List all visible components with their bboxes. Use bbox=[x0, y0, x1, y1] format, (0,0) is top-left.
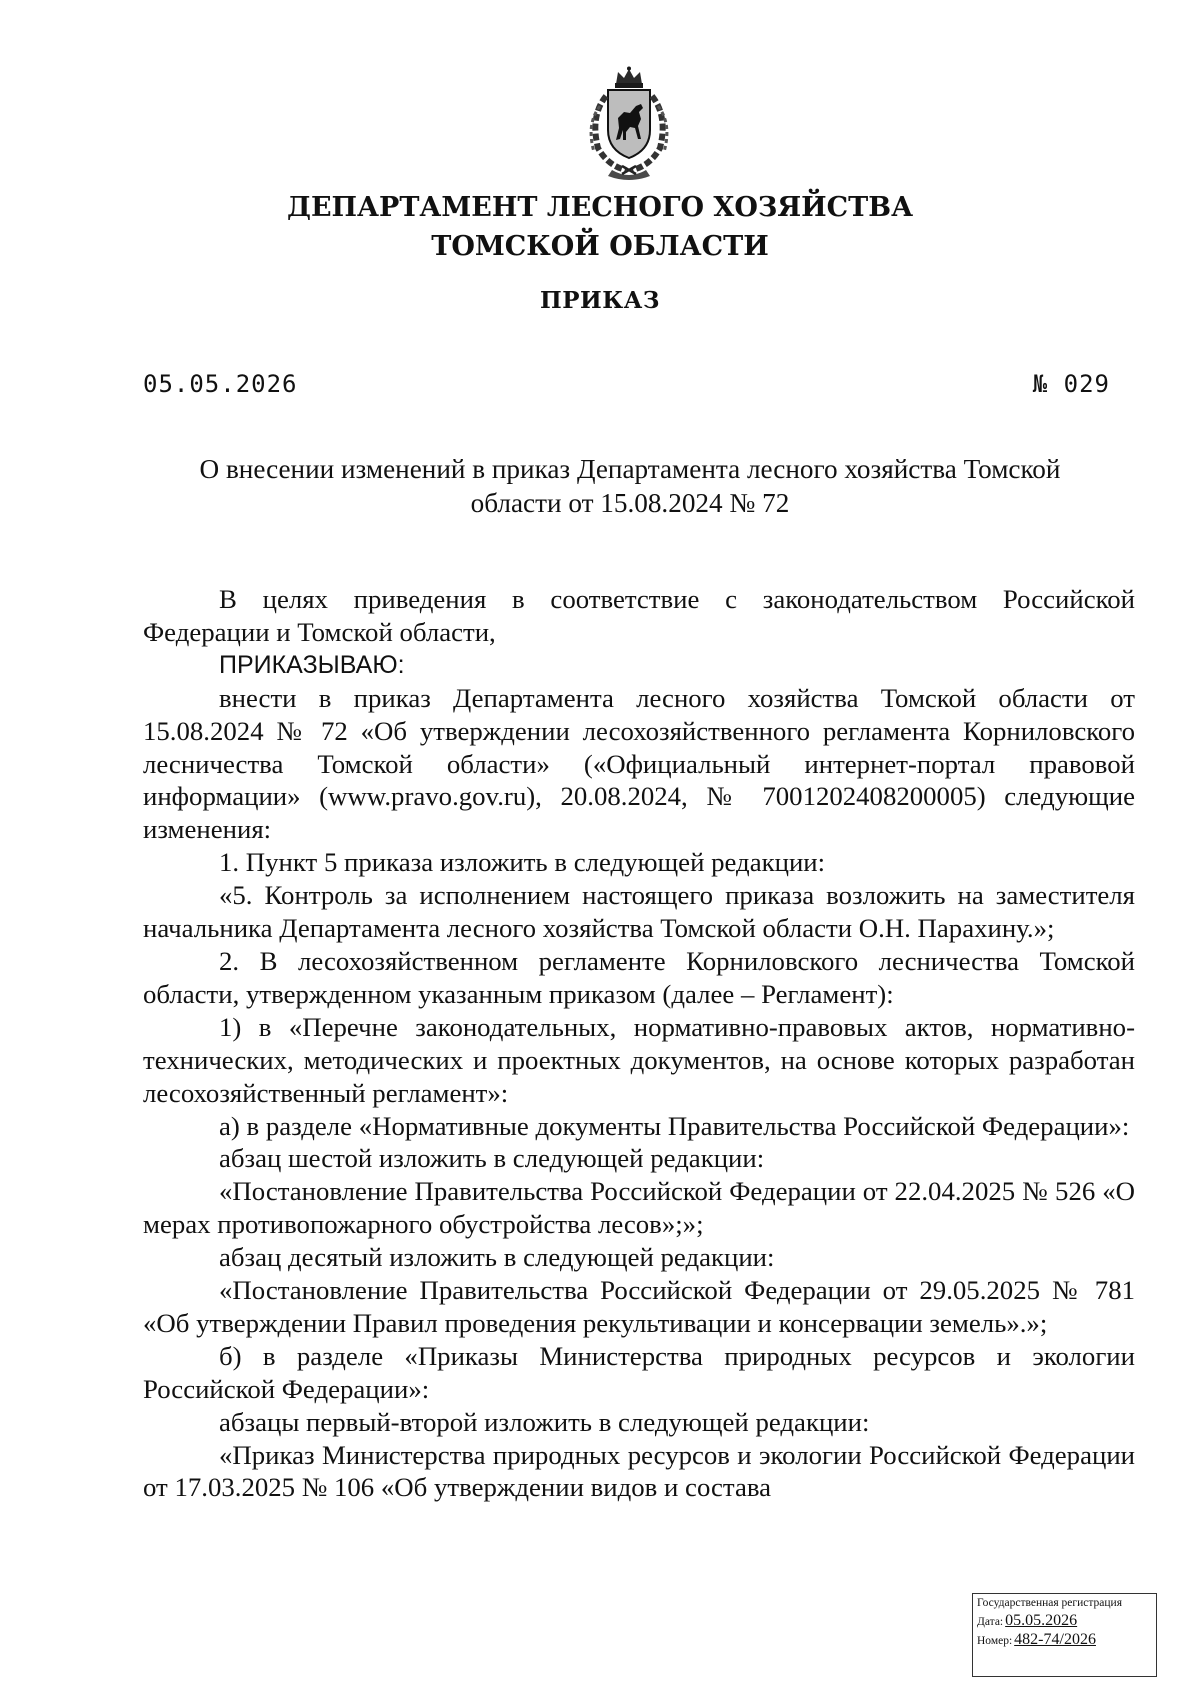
body-paragraph: 1) в «Перечне законодательных, нормативно-правовых актов, нормативно-технических, методических и проектных документов, на основе которых разработан лесохозяйственный регламент»: bbox=[143, 1011, 1135, 1108]
body-paragraph: «5. Контроль за исполнением настоящего приказа возложить на заместителя начальника Департамента лесного хозяйства Томской области О.Н. Парахину.»; bbox=[143, 880, 1135, 944]
organization-name-line1: ДЕПАРТАМЕНТ ЛЕСНОГО ХОЗЯЙСТВА bbox=[286, 192, 914, 223]
organization-name bbox=[0, 188, 1200, 266]
body-paragraph: 1. Пункт 5 приказа изложить в следующей редакции: bbox=[219, 847, 826, 878]
registration-number-value: 482-74/2026 bbox=[1014, 1631, 1096, 1648]
body-paragraph: внести в приказ Департамента лесного хозяйства Томской области от 15.08.2024 № 72 «Об утверждении лесохозяйственного регламента Корниловского лесничества Томской области» («Официальный интернет-портал правовой информации» (www.pravo.gov.ru), 20.08.2024, № 7001202408200005) следующие изменения: bbox=[143, 682, 1135, 845]
registration-stamp bbox=[972, 1593, 1157, 1677]
document-subject: О внесении изменений в приказ Департамента лесного хозяйства Томской области от 15.08.2024 № 72 bbox=[199, 454, 1061, 518]
body-paragraph-order-word: ПРИКАЗЫВАЮ: bbox=[219, 650, 405, 679]
body-paragraph: а) в разделе «Нормативные документы Правительства Российской Федерации»: bbox=[219, 1110, 1130, 1141]
body-paragraph: 2. В лесохозяйственном регламенте Корниловского лесничества Томской области, утвержденном указанным приказом (далее – Регламент): bbox=[143, 945, 1135, 1009]
body-paragraph: абзац шестой изложить в следующей редакции: bbox=[219, 1143, 765, 1174]
document-type-title: ПРИКАЗ bbox=[540, 287, 660, 314]
document-body bbox=[143, 583, 1135, 1504]
body-paragraph: абзацы первый-второй изложить в следующей редакции: bbox=[219, 1406, 870, 1437]
organization-name-line2: ТОМСКОЙ ОБЛАСТИ bbox=[431, 231, 769, 262]
registration-date-value: 05.05.2026 bbox=[1005, 1612, 1078, 1629]
body-paragraph: б) в разделе «Приказы Министерства природных ресурсов и экологии Российской Федерации»: bbox=[143, 1340, 1135, 1404]
registration-date-label: Дата: bbox=[977, 1616, 1004, 1628]
document-number: № 029 bbox=[1032, 370, 1110, 398]
body-paragraph: В целях приведения в соответствие с законодательством Российской Федерации и Томской области, bbox=[143, 584, 1135, 647]
body-paragraph: «Постановление Правительства Российской Федерации от 22.04.2025 № 526 «О мерах противопожарного обустройства лесов»;»; bbox=[143, 1176, 1135, 1240]
document-date: 05.05.2026 bbox=[143, 370, 298, 398]
registration-stamp-number-row bbox=[977, 1633, 1152, 1648]
body-paragraph: «Приказ Министерства природных ресурсов и экологии Российской Федерации от 17.03.2025 № 106 «Об утверждении видов и состава bbox=[143, 1439, 1135, 1503]
body-paragraph: абзац десятый изложить в следующей редакции: bbox=[219, 1242, 775, 1273]
registration-stamp-title: Государственная регистрация bbox=[977, 1597, 1122, 1609]
body-paragraph: «Постановление Правительства Российской Федерации от 29.05.2025 № 781 «Об утверждении Правил проведения рекультивации и консервации земель».»; bbox=[143, 1275, 1135, 1338]
registration-number-label: Номер: bbox=[977, 1635, 1013, 1647]
tomsk-oblast-coat-of-arms-icon bbox=[578, 66, 680, 182]
registration-stamp-date-row bbox=[977, 1614, 1152, 1629]
